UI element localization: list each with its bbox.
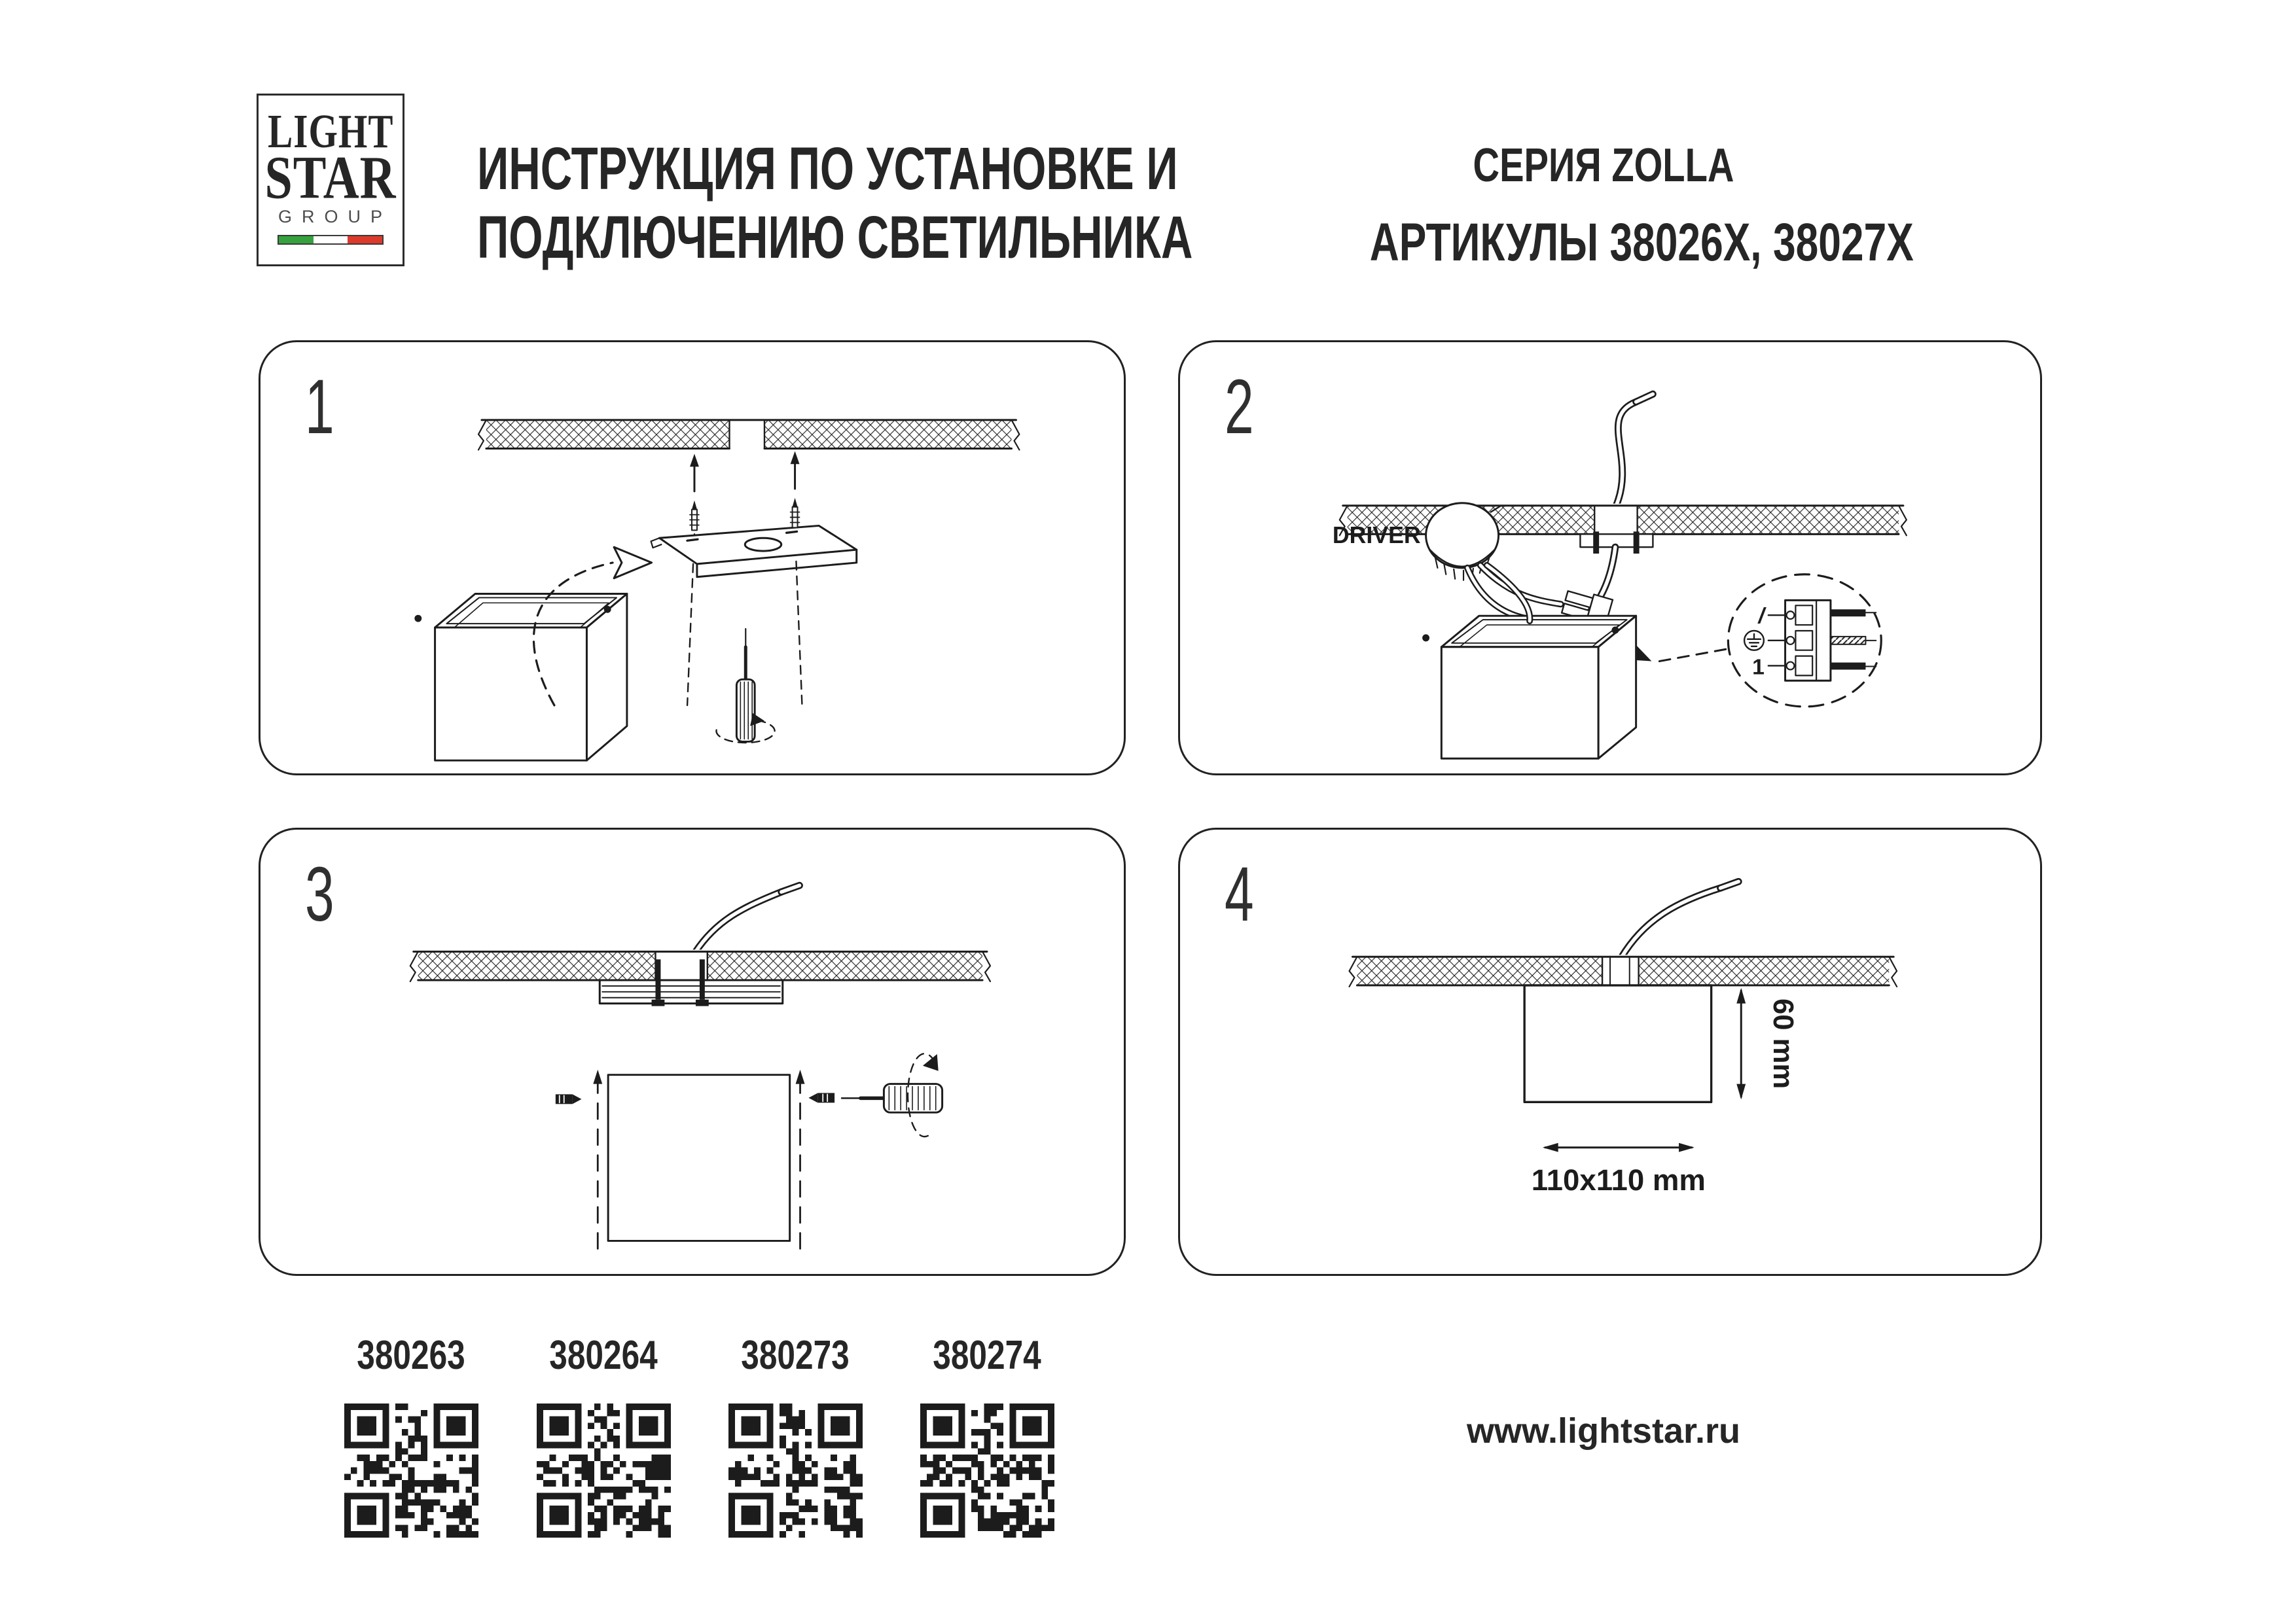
qr-label: 380263: [357, 1333, 465, 1378]
ceiling-section: [478, 418, 1019, 451]
qr-block-380273: [723, 1332, 867, 1541]
step-number-3: 3: [305, 851, 334, 938]
logo-word-star: STAR: [264, 144, 397, 211]
fixture-box: [414, 593, 627, 760]
mounting-screws: [690, 451, 799, 530]
title-line-1: ИНСТРУКЦИЯ ПО УСТАНОВКЕ И: [477, 135, 1178, 202]
qr-code-icon: [728, 1403, 863, 1538]
detail-leader-line: [1659, 647, 1738, 662]
mounted-fixture: [1524, 985, 1711, 1102]
italian-flag-icon: [278, 235, 384, 245]
qr-block-380264: [531, 1332, 675, 1541]
step-number-1: 1: [305, 364, 334, 450]
terminal-label-one: 1: [1752, 655, 1765, 680]
step-panel-4: [1178, 828, 2042, 1276]
step-4-diagram: [1180, 830, 2040, 1274]
website-url: www.lightstar.ru: [1466, 1411, 1741, 1451]
qr-block-380263: [339, 1332, 483, 1541]
flag-red-stripe: [348, 236, 382, 243]
step-number-2: 2: [1225, 364, 1254, 450]
mains-wire: [696, 885, 800, 951]
wire-earth: [1831, 637, 1866, 644]
logo-word-group: GROUP: [278, 206, 392, 226]
screwdriver-icon: [716, 629, 774, 743]
step-3-diagram: [260, 830, 1124, 1274]
lightstar-logo: [257, 94, 404, 266]
article-numbers: АРТИКУЛЫ 38026Х, 38027Х: [1369, 213, 1914, 272]
flag-white-stripe: [314, 236, 348, 243]
series-block: [1296, 139, 1914, 274]
step-panel-2: [1178, 340, 2042, 775]
page-title: [477, 135, 1193, 272]
qr-label: 380264: [549, 1333, 658, 1378]
series-name: СЕРИЯ ZOLLA: [1473, 139, 1734, 192]
width-dimension-label: 110x110 mm: [1531, 1163, 1706, 1197]
step-panel-1: [259, 340, 1126, 775]
mains-wire: [1615, 394, 1653, 507]
height-dimension-label: 60 mm: [1767, 998, 1799, 1089]
title-line-2: ПОДКЛЮЧЕНИЮ СВЕТИЛЬНИКА: [477, 203, 1193, 271]
step-number-4: 4: [1225, 851, 1254, 938]
step-2-diagram: [1180, 342, 2040, 773]
height-dimension: [1736, 988, 1746, 1099]
wire-live: [1831, 609, 1866, 616]
ceiling-section: [1350, 955, 1897, 987]
width-dimension: [1543, 1143, 1695, 1152]
wire-neutral: [1831, 663, 1866, 670]
step-panel-3: [259, 828, 1126, 1276]
mounting-plate: [651, 525, 857, 576]
fixture-body: [608, 1075, 790, 1241]
terminal-detail: [1728, 574, 1881, 707]
driver-label: DRIVER: [1332, 522, 1421, 549]
mains-wire: [1622, 881, 1738, 957]
qr-block-380274: [915, 1332, 1059, 1541]
qr-label: 380273: [741, 1333, 850, 1378]
step-1-diagram: [260, 342, 1124, 773]
screwdriver-icon: [842, 1053, 942, 1137]
earth-icon: [1744, 631, 1764, 650]
ceiling-section: [1340, 504, 1907, 537]
qr-code-icon: [920, 1403, 1054, 1538]
qr-code-icon: [344, 1403, 478, 1538]
qr-label: 380274: [933, 1333, 1041, 1378]
flag-green-stripe: [279, 236, 314, 243]
logo-word-light: LIGHT: [267, 105, 394, 159]
qr-code-icon: [537, 1403, 671, 1538]
terminal-label-line: /: [1758, 604, 1765, 629]
